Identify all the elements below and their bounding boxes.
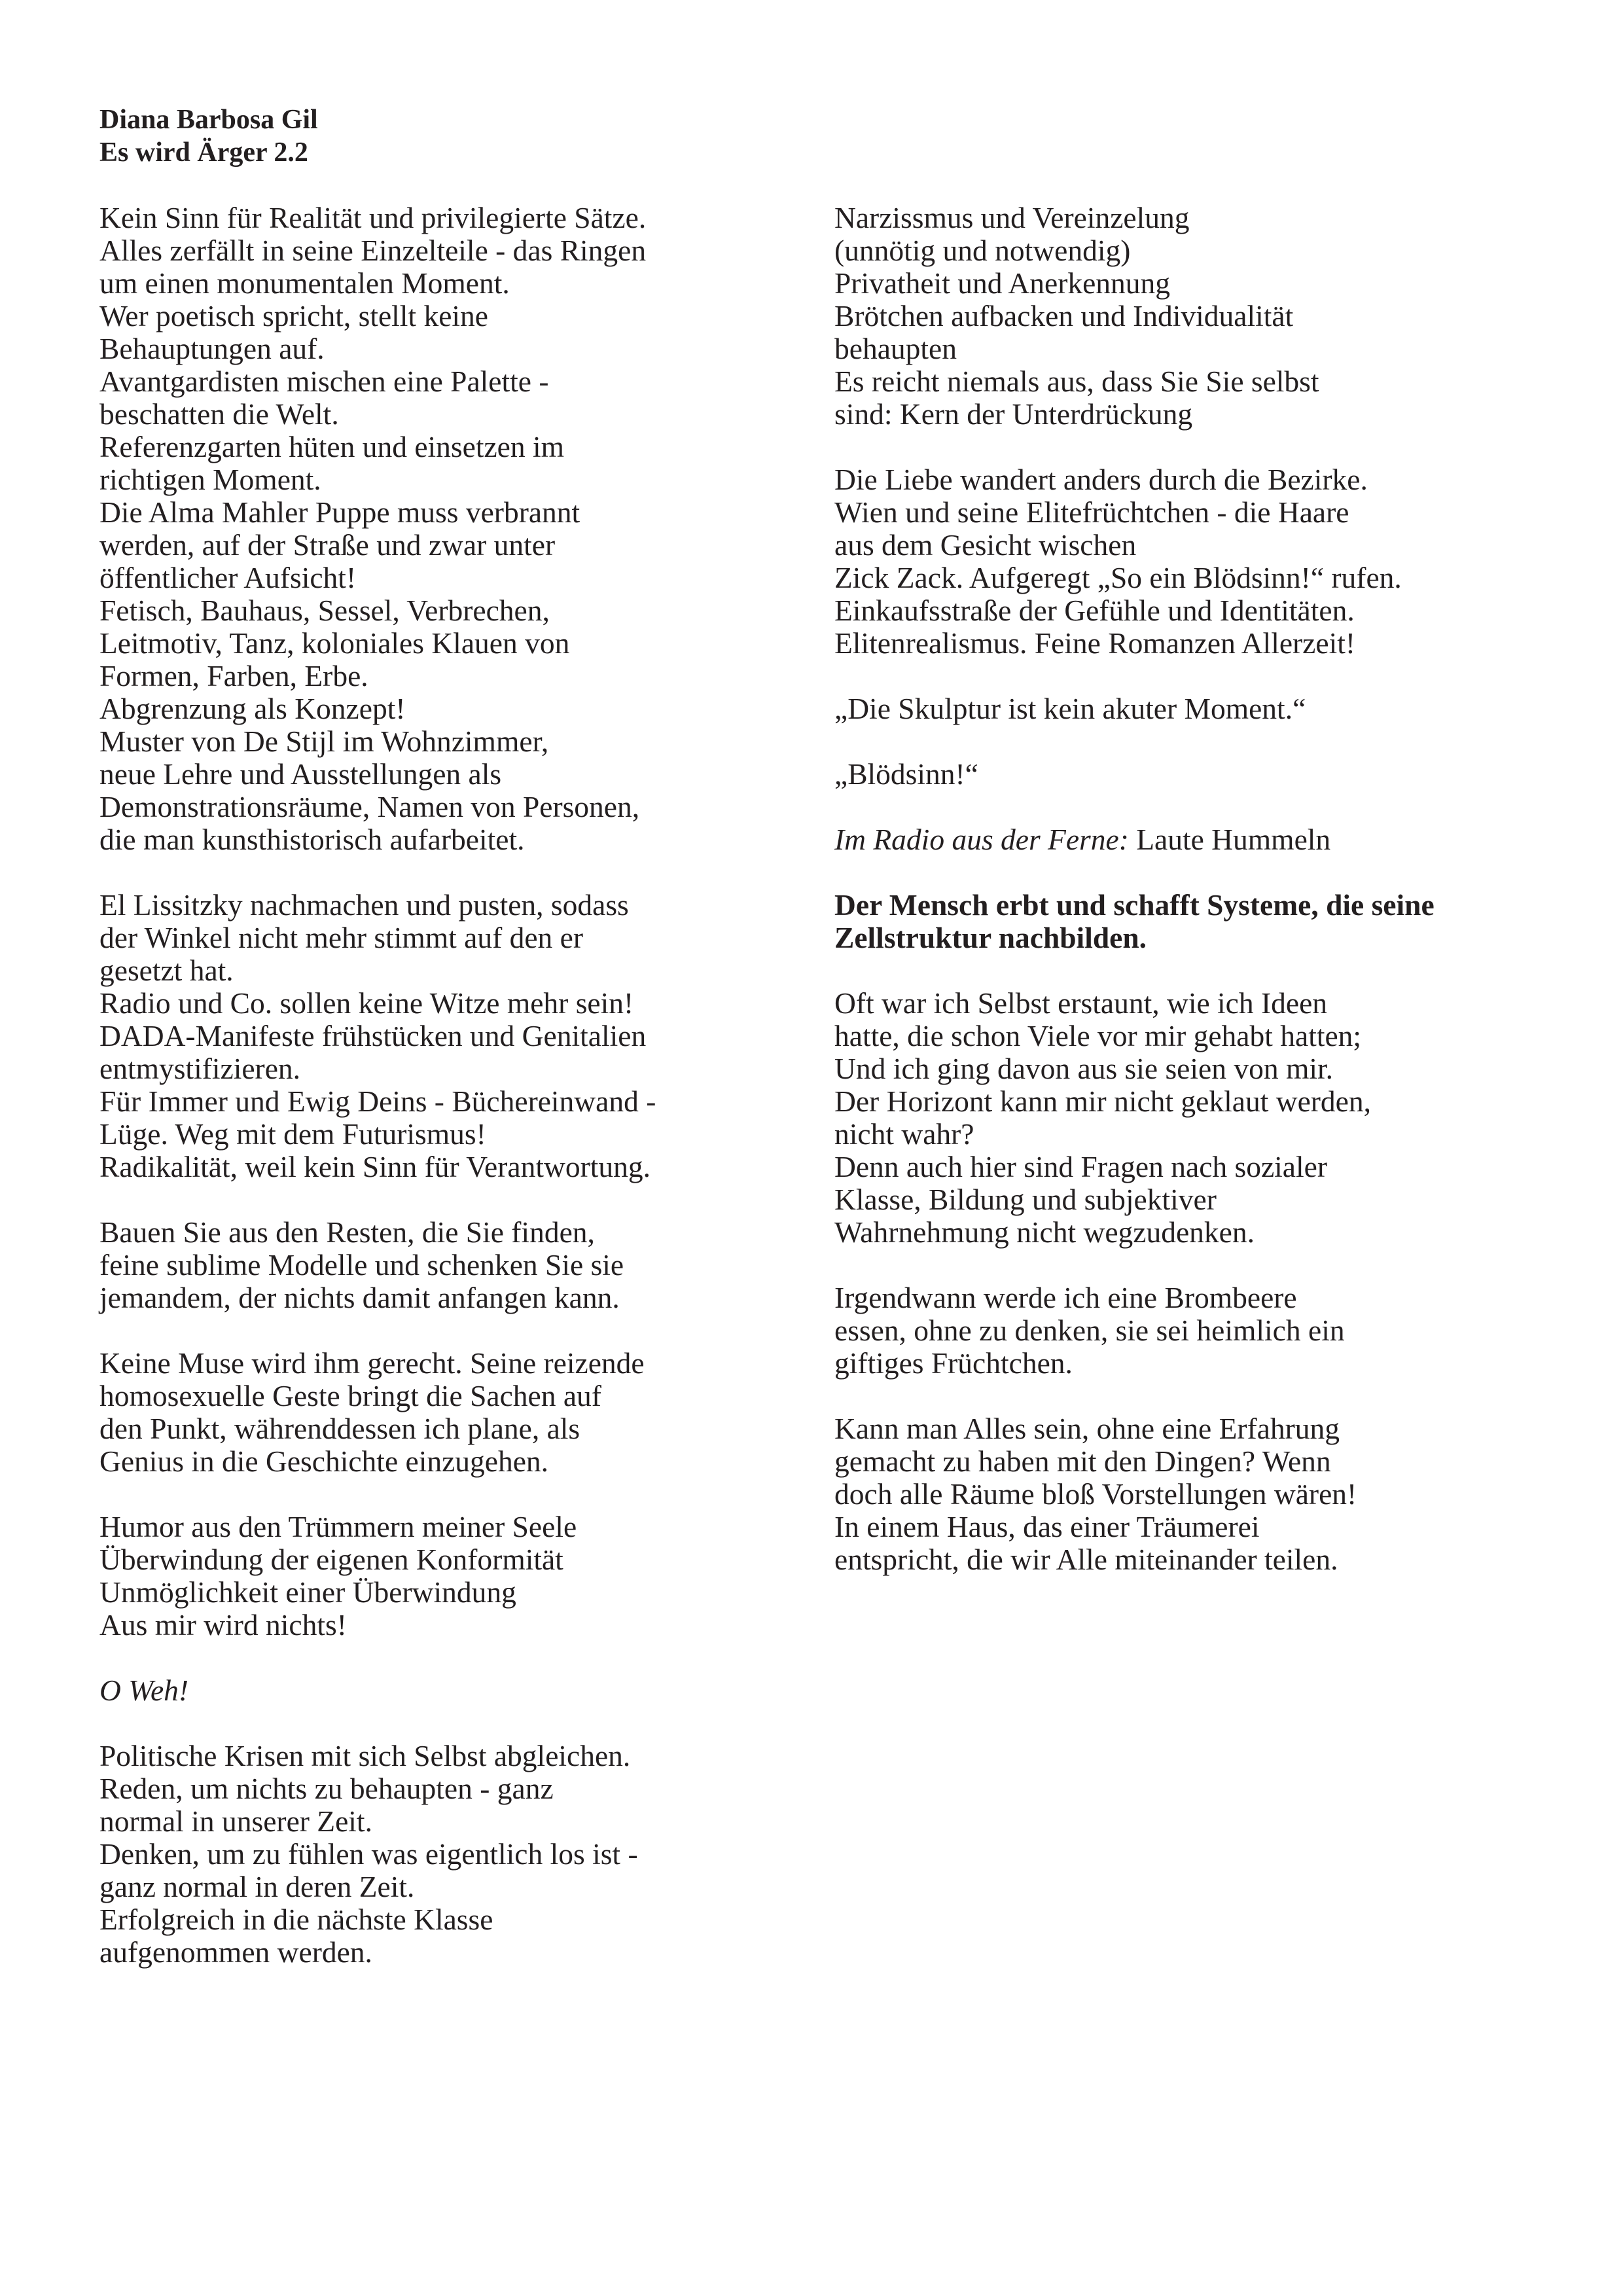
stanza [834,1282,1554,1380]
poem-line: Privatheit und Anerkennung [834,266,1171,300]
poem-line: beschatten die Welt. [99,397,339,431]
poem-line: Zick Zack. Aufgeregt „So ein Blödsinn!“ rufen. [834,561,1402,594]
poem-line: Referenzgarten hüten und einsetzen im [99,430,565,463]
poem-line: Humor aus den Trümmern meiner Seele [99,1510,577,1543]
poem-line: Demonstrationsräume, Namen von Personen, [99,790,640,823]
poem-line: Überwindung der eigenen Konformität [99,1543,563,1576]
poem-line: aufgenommen werden. [99,1935,372,1969]
poem-line: Bauen Sie aus den Resten, die Sie finden, [99,1215,595,1249]
poem-line: Brötchen aufbacken und Individualität [834,299,1294,332]
poem-line: Radio und Co. sollen keine Witze mehr sein! [99,986,634,1020]
stanza [834,463,1554,660]
poem-line: Kein Sinn für Realität und privilegierte Sätze. [99,201,647,234]
poem-line: doch alle Räume bloß Vorstellungen wären! [834,1477,1357,1511]
poem-line: Alles zerfällt in seine Einzelteile - das Ringen [99,234,647,267]
poem-line: Genius in die Geschichte einzugehen. [99,1444,549,1478]
poem-line: Oft war ich Selbst erstaunt, wie ich Ideen [834,986,1328,1020]
stanza [99,1740,774,1969]
stanza [99,1216,774,1314]
poem-line: Unmöglichkeit einer Überwindung [99,1575,516,1609]
poem-line: gesetzt hat. [99,954,234,987]
poem-line: entmystifizieren. [99,1052,301,1085]
poem-line: Elitenrealismus. Feine Romanzen Allerzeit! [834,626,1356,660]
poem-line: Fetisch, Bauhaus, Sessel, Verbrechen, [99,594,550,627]
poem-line: essen, ohne zu denken, sie sei heimlich ein [834,1314,1345,1347]
poem-line: El Lissitzky nachmachen und pusten, sodass [99,888,629,922]
poem-line: Avantgardisten mischen eine Palette - [99,365,549,398]
poem-line: ganz normal in deren Zeit. [99,1870,415,1903]
bold-statement-line: Der Mensch erbt und schafft Systeme, die seine [834,888,1435,922]
poem-line: Die Alma Mahler Puppe muss verbrannt [99,495,580,529]
poem-line: Einkaufsstraße der Gefühle und Identitäten. [834,594,1355,627]
stanza [834,758,1554,791]
poem-line: giftiges Früchtchen. [834,1346,1073,1380]
poem-line: homosexuelle Geste bringt die Sachen auf [99,1379,601,1412]
poem-line: die man kunsthistorisch aufarbeitet. [99,823,525,856]
quote-line: „Die Skulptur ist kein akuter Moment.“ [834,692,1306,725]
poem-line: werden, auf der Straße und zwar unter [99,528,556,562]
poem-line: Radikalität, weil kein Sinn für Verantwortung. [99,1150,651,1183]
stanza [99,1674,774,1707]
author-name: Diana Barbosa Gil [99,105,318,135]
poem-line: öffentlicher Aufsicht! [99,561,357,594]
quote-line: „Blödsinn!“ [834,757,978,791]
poem-line: nicht wahr? [834,1117,974,1151]
stanza [99,889,774,1183]
stanza [99,1347,774,1478]
radio-line-rest: Laute Hummeln [1128,823,1331,856]
poem-line: richtigen Moment. [99,463,321,496]
poem-line: hatte, die schon Viele vor mir gehabt hatten; [834,1019,1362,1052]
left-column [99,202,774,2001]
poem-line: Der Horizont kann mir nicht geklaut werden, [834,1085,1371,1118]
stanza [834,987,1554,1249]
poem-line: entspricht, die wir Alle miteinander teilen. [834,1543,1338,1576]
bold-statement-line: Zellstruktur nachbilden. [834,921,1147,954]
poem-line: (unnötig und notwendig) [834,234,1131,267]
poem-line: Lüge. Weg mit dem Futurismus! [99,1117,486,1151]
poem-line: Leitmotiv, Tanz, koloniales Klauen von [99,626,570,660]
poem-header [99,103,754,169]
poem-line: Denken, um zu fühlen was eigentlich los ist - [99,1837,638,1871]
poem-line: neue Lehre und Ausstellungen als [99,757,502,791]
stanza [834,202,1554,431]
poem-line: Reden, um nichts zu behaupten - ganz [99,1772,554,1805]
poem-line: aus dem Gesicht wischen [834,528,1137,562]
stanza [834,889,1554,954]
poem-line: gemacht zu haben mit den Dingen? Wenn [834,1444,1331,1478]
poem-line: behaupten [834,332,957,365]
poem-line: In einem Haus, das einer Träumerei [834,1510,1260,1543]
poem-line: Denn auch hier sind Fragen nach sozialer [834,1150,1327,1183]
stanza [834,1412,1554,1576]
stanza [834,692,1554,725]
poem-line: normal in unserer Zeit. [99,1804,372,1838]
poem-line: Wien und seine Elitefrüchtchen - die Haare [834,495,1349,529]
poem-line: Und ich ging davon aus sie seien von mir. [834,1052,1334,1085]
stanza [99,1511,774,1641]
stanza [834,823,1554,856]
poem-line: Muster von De Stijl im Wohnzimmer, [99,725,549,758]
poem-line: Irgendwann werde ich eine Brombeere [834,1281,1297,1314]
poem-line: Behauptungen auf. [99,332,325,365]
poem-line: Narzissmus und Vereinzelung [834,201,1190,234]
poem-line: Erfolgreich in die nächste Klasse [99,1903,493,1936]
radio-line [834,823,1554,856]
poem-line: DADA-Manifeste frühstücken und Genitalien [99,1019,647,1052]
poem-line: Abgrenzung als Konzept! [99,692,406,725]
radio-line-italic: Im Radio aus der Ferne: [834,823,1129,856]
poem-line: den Punkt, währenddessen ich plane, als [99,1412,580,1445]
poem-line: jemandem, der nichts damit anfangen kann. [99,1281,620,1314]
poem-line: Keine Muse wird ihm gerecht. Seine reizende [99,1346,645,1380]
poem-line: Es reicht niemals aus, dass Sie Sie selbst [834,365,1319,398]
poem-line: sind: Kern der Unterdrückung [834,397,1193,431]
poem-line: Wer poetisch spricht, stellt keine [99,299,488,332]
poem-line: Aus mir wird nichts! [99,1608,347,1641]
poem-line: um einen monumentalen Moment. [99,266,510,300]
poem-line: Klasse, Bildung und subjektiver [834,1183,1217,1216]
poem-line: Formen, Farben, Erbe. [99,659,368,692]
poem-line: feine sublime Modelle und schenken Sie sie [99,1248,624,1282]
poem-line: Wahrnehmung nicht wegzudenken. [834,1215,1255,1249]
right-column [834,202,1554,1609]
stanza [99,202,774,856]
poem-line: der Winkel nicht mehr stimmt auf den er [99,921,584,954]
poem-line: Die Liebe wandert anders durch die Bezirke. [834,463,1368,496]
exclamation-line: O Weh! [99,1674,189,1707]
poem-line: Für Immer und Ewig Deins - Büchereinwand - [99,1085,656,1118]
poem-line: Kann man Alles sein, ohne eine Erfahrung [834,1412,1340,1445]
poem-title: Es wird Ärger 2.2 [99,137,308,168]
poem-line: Politische Krisen mit sich Selbst abgleichen. [99,1739,631,1772]
